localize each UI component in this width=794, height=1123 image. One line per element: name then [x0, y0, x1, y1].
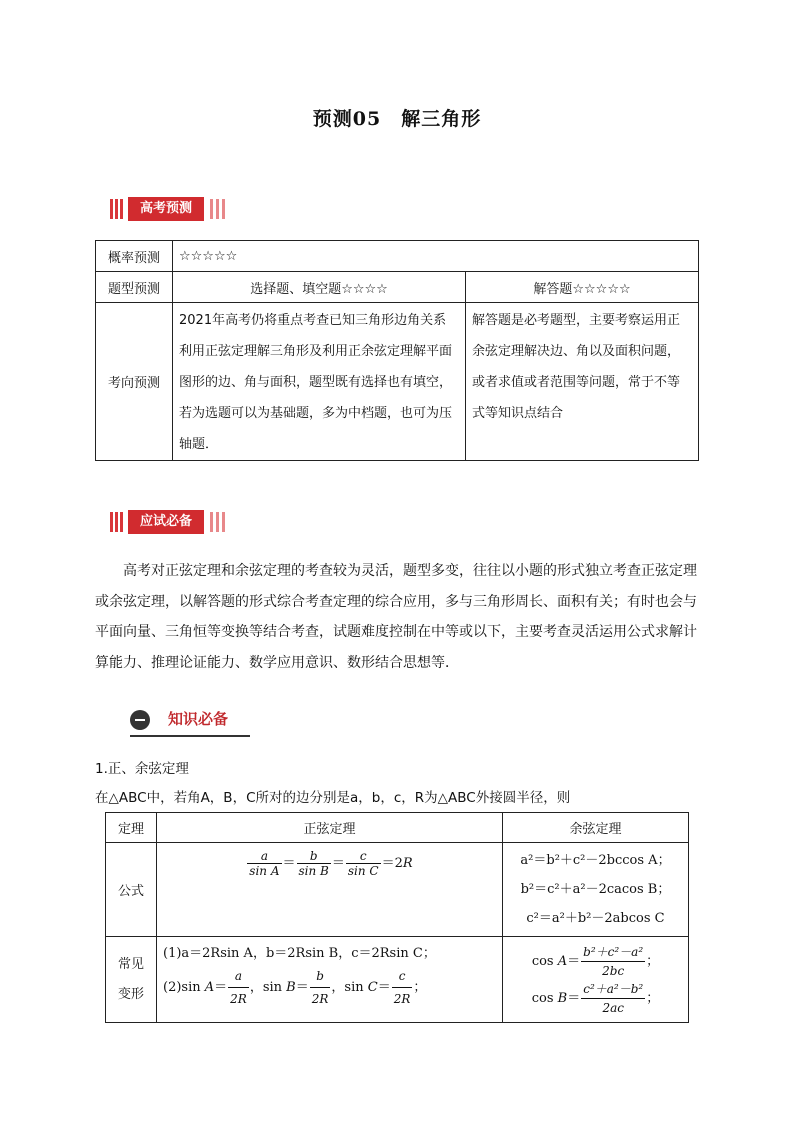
row-label-line2: 变形: [117, 986, 144, 1002]
cell-type-left: 选择题、填空题☆☆☆☆: [173, 272, 466, 303]
page-title: 预测05 解三角形: [312, 108, 482, 130]
cell-type-right: 解答题☆☆☆☆☆: [466, 272, 699, 303]
row-label-line1: 常见: [117, 956, 144, 972]
banner-label: 高考预测: [128, 197, 204, 221]
cosine-formula-b: b²＝c²＋a²－2cacos B；: [520, 882, 671, 897]
cosine-formula-c: c²＝a²＋b²－2abcos C: [526, 911, 665, 926]
row-label: [106, 937, 157, 1023]
cosine-formula-a: a²＝b²＋c²－2bccos A；: [520, 853, 671, 868]
cell-label: 题型预测: [96, 272, 173, 303]
header-cell: 余弦定理: [503, 813, 689, 843]
sine-law-variants: [157, 937, 503, 1023]
banner-gaokao-yuce: [110, 197, 230, 219]
variant-1: (1)a＝2Rsin A，b＝2Rsin B，c＝2Rsin C；: [163, 946, 436, 961]
header-cell: 正弦定理: [157, 813, 503, 843]
intro-paragraph: 高考对正弦定理和余弦定理的考查较为灵活，题型多变，往往以小题的形式独立考查正弦定理或余弦定理，以解答题的形式综合考查定理的综合应用，多与三角形周长、面积有关；有时也会与平面向量、三角恒等变换等结合考查，试题难度控制在中等或以下，主要考查灵活运用公式求解计算能力、推理论证能力、数学应用意识、数形结合思想等．: [95, 563, 697, 671]
row-label: 公式: [106, 843, 157, 937]
knowledge-label: 知识必备: [168, 710, 229, 728]
section-title: 1.正、余弦定理: [95, 761, 189, 777]
cosine-law-formulas: [503, 843, 689, 937]
header-cell: 定理: [106, 813, 157, 843]
cell-direction-left: 2021年高考仍将重点考查已知三角形边角关系利用正弦定理解三角形及利用正余弦定理解平面图形的边、角与面积，题型既有选择也有填空，若为选题可以为基础题，多为中档题，也可为压轴题．: [173, 303, 466, 461]
sine-law-formula: $\frac{a}{\text{sin A}}$ ＝ $\frac{b}{\text{sin B}}$ ＝ $\frac{c}{\text{sin C}}$ ＝2R: [157, 843, 503, 937]
banner-label: 应试必备: [128, 510, 204, 534]
cell-label: 考向预测: [96, 303, 173, 461]
banner-yingshi-bibei: [110, 510, 230, 532]
section-intro: 在△ABC中，若角A，B，C所对的边分别是a，b，c，R为△ABC外接圆半径，则: [95, 790, 571, 806]
cell-label: 概率预测: [96, 241, 173, 272]
variant-2: (2)sin A＝ $\frac{a}{2R}$ ，sin B＝ $\frac{b}{2R}$ ，sin C＝ $\frac{c}{2R}$ ；: [163, 965, 496, 1010]
cell-stars: ☆☆☆☆☆: [173, 241, 699, 272]
law-table: [105, 812, 689, 1023]
cosine-law-variants: [503, 937, 689, 1023]
cos-b-variant: cos B＝ $\frac{\text{c²＋a²－b²}}{2ac}$ ；: [531, 981, 660, 1015]
cos-a-variant: cos A＝ $\frac{\text{b²＋c²－a²}}{2bc}$ ；: [531, 944, 660, 978]
cell-direction-right: 解答题是必考题型，主要考察运用正余弦定理解决边、角以及面积问题，或者求值或者范围等问题，常于不等式等知识点结合: [466, 303, 699, 461]
forecast-table: [95, 240, 699, 461]
underline: [130, 735, 250, 737]
minus-circle-icon: [130, 710, 150, 730]
